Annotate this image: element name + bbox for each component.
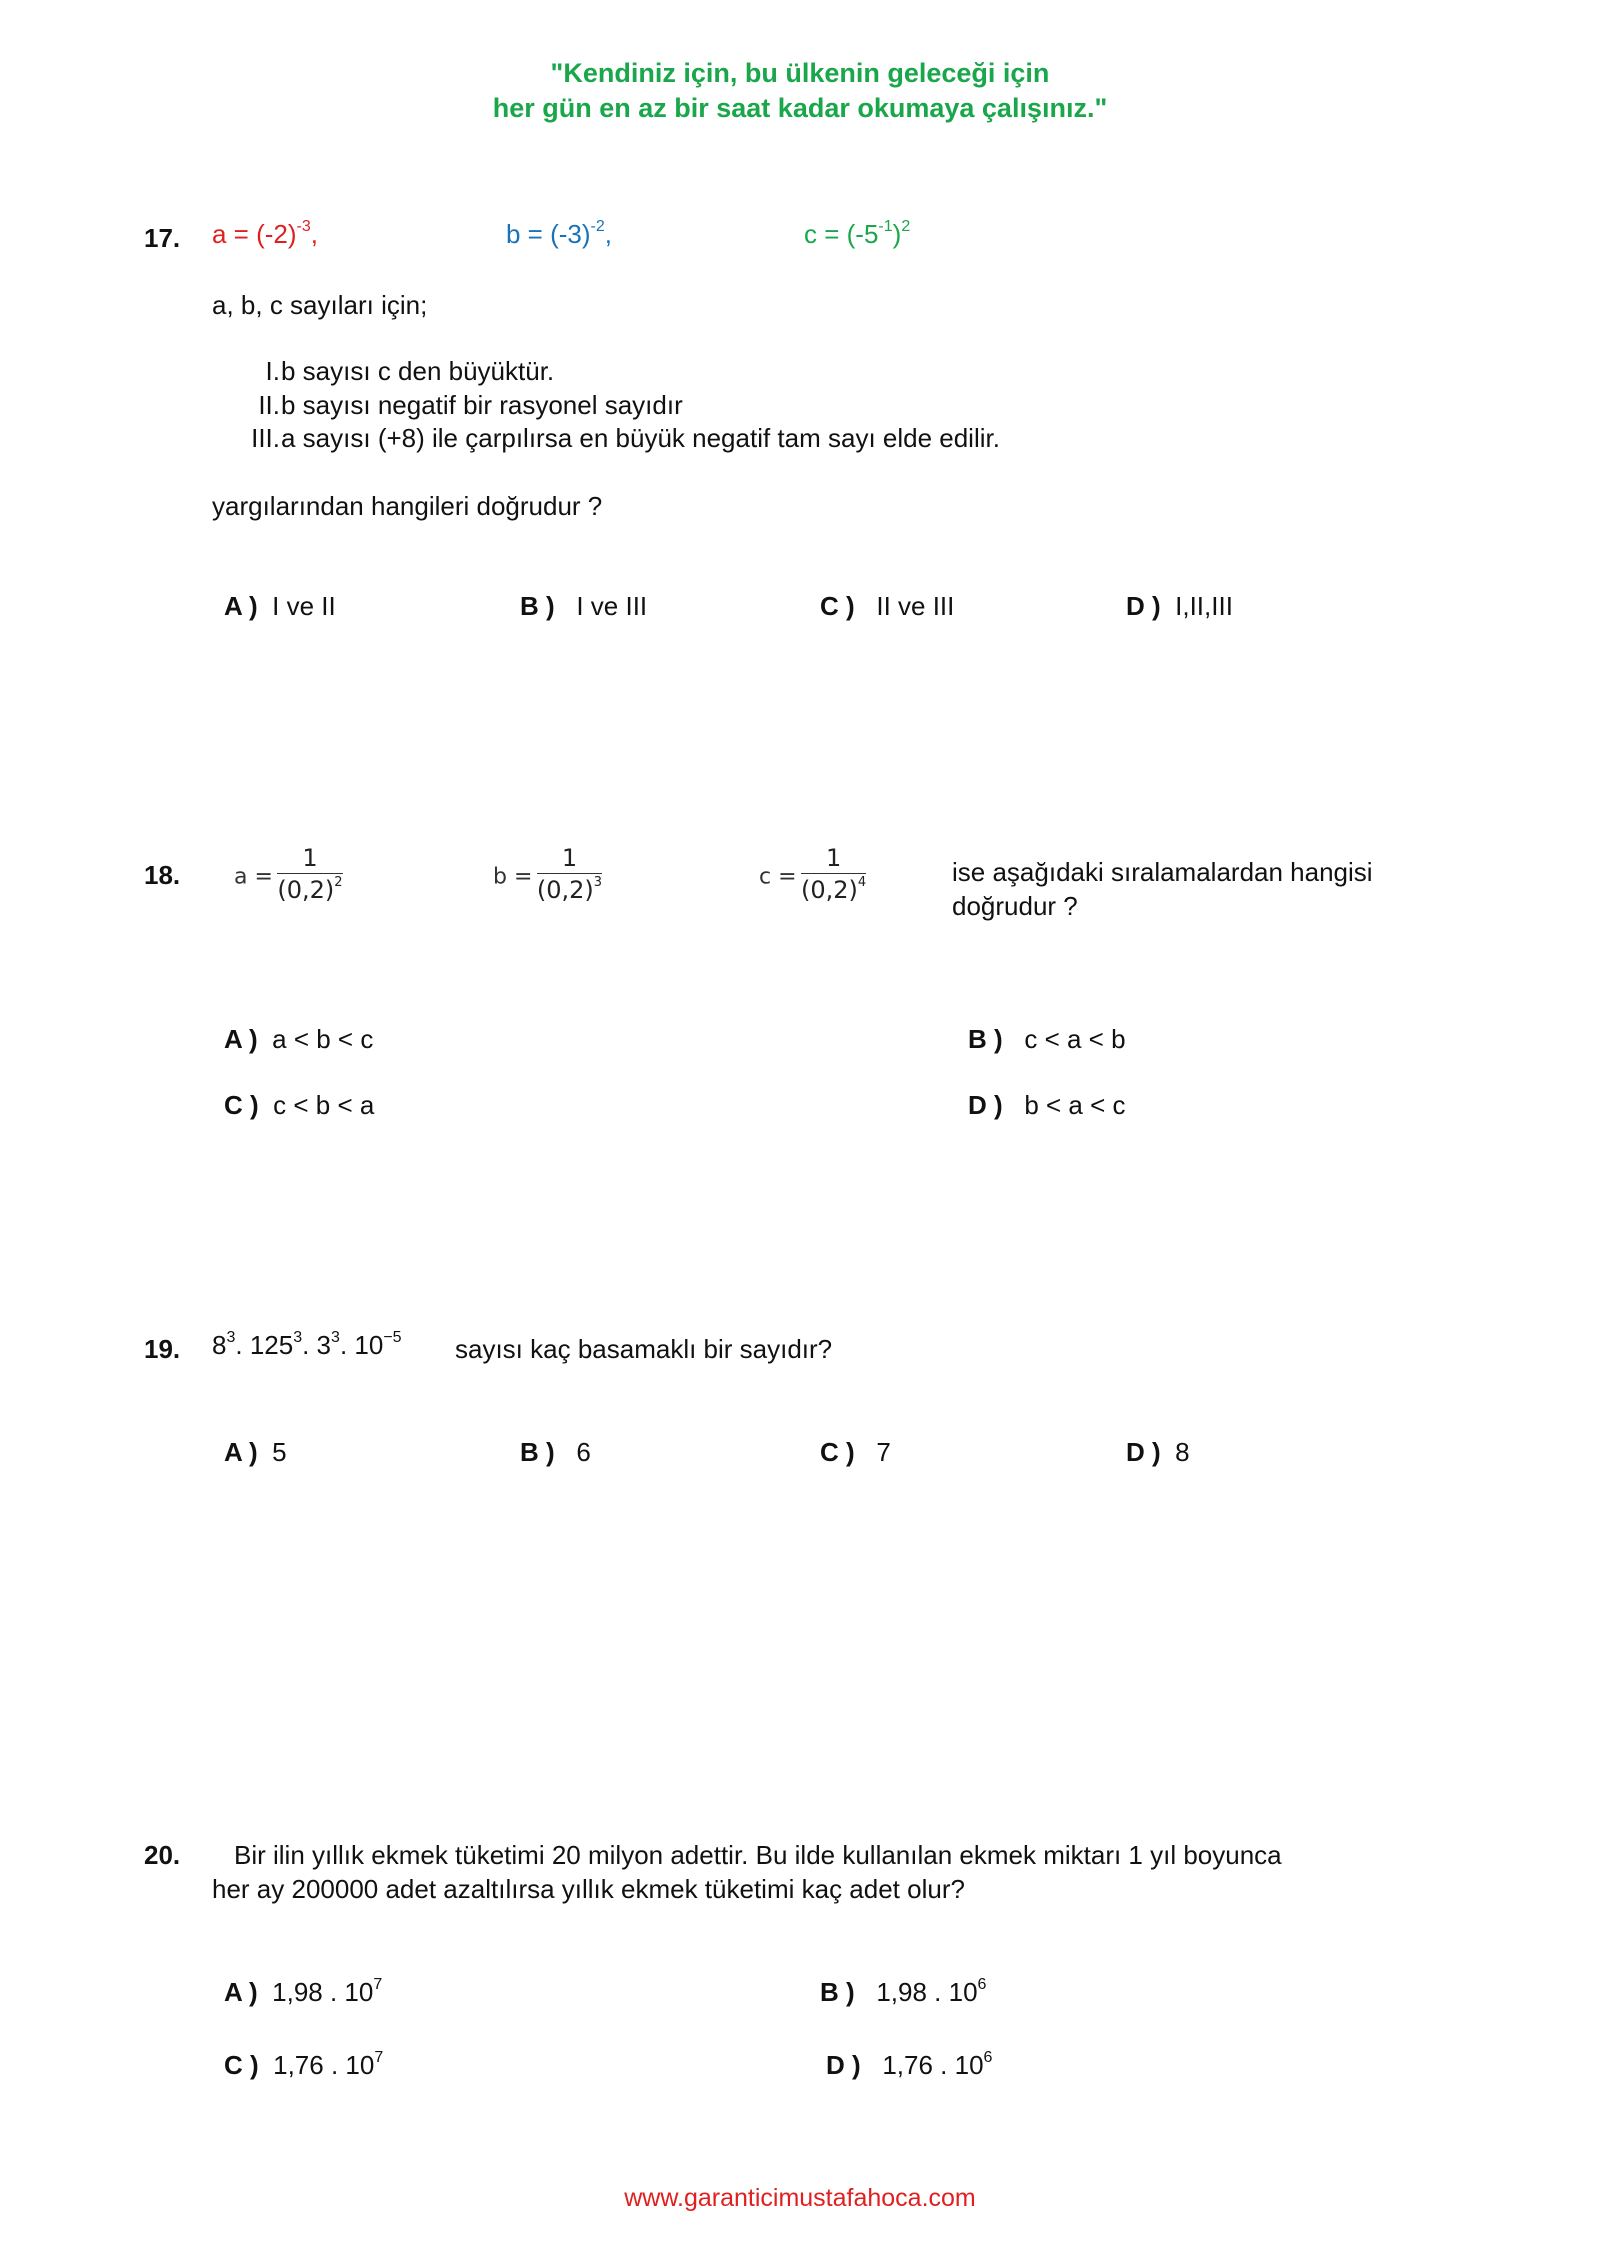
q18-fraction-b-numerator: 1 bbox=[537, 843, 602, 874]
q18-option-c-label: C ) bbox=[224, 1090, 259, 1120]
q19-option-b-label: B ) bbox=[520, 1437, 555, 1467]
q17-option-c-label: C ) bbox=[820, 591, 855, 621]
q19-option-c[interactable] bbox=[820, 1437, 891, 1468]
q17-item-3-text: a sayısı (+8) ile çarpılırsa en büyük negatif tam sayı elde edilir. bbox=[281, 423, 1000, 453]
q19-option-a[interactable] bbox=[224, 1437, 287, 1468]
q17-item-3-numeral: III. bbox=[251, 423, 280, 453]
q17-option-d[interactable] bbox=[1126, 591, 1233, 622]
q17-intro: a, b, c sayıları için; bbox=[212, 290, 428, 320]
q20-option-a-exp: 7 bbox=[373, 1976, 383, 1993]
q19-term-1: 8 bbox=[212, 1330, 227, 1360]
q20-option-b-exp: 6 bbox=[977, 1976, 987, 1993]
q18-fraction-a-body bbox=[277, 843, 342, 911]
q18-option-a[interactable] bbox=[224, 1024, 373, 1055]
q20-option-a-base: 1,98 . 10 bbox=[272, 1977, 374, 2007]
q18-fraction-c-body bbox=[801, 843, 866, 911]
q19-option-a-label: A ) bbox=[224, 1437, 258, 1467]
q18-fraction-a-numerator: 1 bbox=[277, 843, 342, 874]
q18-fraction-b-body bbox=[537, 843, 602, 911]
q17-option-a[interactable] bbox=[224, 591, 336, 622]
q17-b-exp: -2 bbox=[590, 218, 605, 235]
q18-option-a-text: a < b < c bbox=[272, 1024, 374, 1054]
q18-fraction-c-denominator bbox=[801, 874, 866, 911]
q17-c-inner-exp: -1 bbox=[878, 218, 893, 235]
q17-option-d-label: D ) bbox=[1126, 591, 1161, 621]
q17-item-2-numeral: II. bbox=[258, 390, 280, 420]
q17-option-b[interactable] bbox=[520, 591, 647, 622]
q18-option-c-text: c < b < a bbox=[273, 1090, 375, 1120]
q19-option-d-text: 8 bbox=[1175, 1437, 1190, 1467]
q19-option-a-text: 5 bbox=[272, 1437, 287, 1467]
q17-c-mid: ) bbox=[892, 219, 902, 249]
q17-b-definition bbox=[506, 219, 612, 250]
q18-option-d[interactable] bbox=[968, 1090, 1126, 1121]
q20-option-c-label: C ) bbox=[224, 2050, 259, 2080]
q18-fraction-a-den-exp: 2 bbox=[334, 875, 343, 890]
q18-fraction-a-var: a = bbox=[234, 864, 273, 890]
header-motto-line1: "Kendiniz için, bu ülkenin geleceği için bbox=[550, 58, 1050, 88]
q20-option-c[interactable] bbox=[224, 2050, 383, 2081]
q17-option-c-text: II ve III bbox=[876, 591, 955, 621]
q18-option-d-label: D ) bbox=[968, 1090, 1003, 1120]
q18-fraction-b-var: b = bbox=[493, 864, 533, 890]
q20-option-a[interactable] bbox=[224, 1977, 382, 2008]
q19-number: 19. bbox=[144, 1334, 181, 1364]
q18-fraction-b bbox=[493, 843, 602, 911]
q18-option-a-label: A ) bbox=[224, 1024, 258, 1054]
q20-text-line1: Bir ilin yıllık ekmek tüketimi 20 milyon adettir. Bu ilde kullanılan ekmek miktarı 1 yıl boyunca bbox=[234, 1840, 1282, 1870]
q17-option-b-label: B ) bbox=[520, 591, 555, 621]
q17-a-base: a = (-2) bbox=[212, 219, 297, 249]
q18-fraction-c-den-exp: 4 bbox=[857, 875, 867, 890]
q20-text-line2: her ay 200000 adet azaltılırsa yıllık ekmek tüketimi kaç adet olur? bbox=[212, 1874, 965, 1904]
q19-exp-4: −5 bbox=[383, 1329, 402, 1346]
q18-fraction-c bbox=[759, 843, 866, 911]
q18-fraction-c-numerator: 1 bbox=[801, 843, 866, 874]
q18-question-line1: ise aşağıdaki sıralamalardan hangisi bbox=[952, 857, 1373, 887]
q19-term-3: . 3 bbox=[302, 1330, 332, 1360]
q18-fraction-b-denominator bbox=[537, 874, 602, 911]
header-motto-line2: her gün en az bir saat kadar okumaya çalışınız." bbox=[492, 93, 1108, 123]
q17-c-definition bbox=[804, 219, 910, 250]
q18-question-line2: doğrudur ? bbox=[952, 891, 1078, 921]
q20-option-b-base: 1,98 . 10 bbox=[876, 1977, 978, 2007]
q17-option-a-label: A ) bbox=[224, 591, 258, 621]
q19-exp-2: 3 bbox=[293, 1329, 303, 1346]
q19-option-b[interactable] bbox=[520, 1437, 591, 1468]
q18-fraction-a-den-base: (0,2) bbox=[277, 876, 335, 904]
q17-a-tail: , bbox=[310, 219, 318, 249]
q17-b-tail: , bbox=[604, 219, 612, 249]
q18-fraction-a-denominator bbox=[277, 874, 342, 911]
q17-b-base: b = (-3) bbox=[506, 219, 591, 249]
q20-number: 20. bbox=[144, 1840, 181, 1870]
q17-a-exp: -3 bbox=[296, 218, 311, 235]
footer-url-link[interactable]: www.garanticimustafahoca.com bbox=[624, 2184, 976, 2212]
q20-option-d-base: 1,76 . 10 bbox=[882, 2050, 984, 2080]
q20-option-a-label: A ) bbox=[224, 1977, 258, 2007]
q17-number: 17. bbox=[144, 223, 181, 253]
q20-option-c-base: 1,76 . 10 bbox=[273, 2050, 375, 2080]
q19-term-2: . 125 bbox=[235, 1330, 294, 1360]
q18-option-b-label: B ) bbox=[968, 1024, 1003, 1054]
q18-fraction-b-den-base: (0,2) bbox=[536, 876, 594, 904]
q20-option-b[interactable] bbox=[820, 1977, 986, 2008]
q17-item-2-text: b sayısı negatif bir rasyonel sayıdır bbox=[281, 390, 683, 420]
q17-option-a-text: I ve II bbox=[272, 591, 336, 621]
q20-option-b-label: B ) bbox=[820, 1977, 855, 2007]
q19-expression bbox=[212, 1330, 402, 1361]
q18-option-d-text: b < a < c bbox=[1024, 1090, 1126, 1120]
q19-option-d-label: D ) bbox=[1126, 1437, 1161, 1467]
q19-question: sayısı kaç basamaklı bir sayıdır? bbox=[455, 1334, 833, 1364]
q18-fraction-a bbox=[234, 843, 343, 911]
q19-term-4: . 10 bbox=[339, 1330, 384, 1360]
q18-option-b[interactable] bbox=[968, 1024, 1126, 1055]
q20-option-c-exp: 7 bbox=[374, 2049, 384, 2066]
q20-option-d-exp: 6 bbox=[983, 2049, 993, 2066]
q19-option-c-label: C ) bbox=[820, 1437, 855, 1467]
q18-fraction-c-den-base: (0,2) bbox=[800, 876, 858, 904]
q18-number: 18. bbox=[144, 860, 181, 890]
q18-option-b-text: c < a < b bbox=[1024, 1024, 1126, 1054]
q20-option-d-label: D ) bbox=[826, 2050, 861, 2080]
q18-fraction-c-var: c = bbox=[759, 864, 797, 890]
q18-fraction-b-den-exp: 3 bbox=[593, 875, 603, 890]
q19-option-c-text: 7 bbox=[876, 1437, 891, 1467]
q17-c-pre: c = (-5 bbox=[804, 219, 879, 249]
q17-option-b-text: I ve III bbox=[576, 591, 648, 621]
q17-option-c[interactable] bbox=[820, 591, 954, 622]
q18-option-c[interactable] bbox=[224, 1090, 374, 1121]
q17-item-1-numeral: I. bbox=[265, 356, 280, 386]
q17-item-1-text: b sayısı c den büyüktür. bbox=[281, 356, 555, 386]
q17-a-definition bbox=[212, 219, 318, 250]
q19-exp-3: 3 bbox=[331, 1329, 340, 1346]
q19-option-b-text: 6 bbox=[576, 1437, 591, 1467]
q19-exp-1: 3 bbox=[226, 1329, 236, 1346]
q17-question: yargılarından hangileri doğrudur ? bbox=[212, 491, 603, 521]
q20-option-d[interactable] bbox=[826, 2050, 992, 2081]
q19-option-d[interactable] bbox=[1126, 1437, 1190, 1468]
q17-option-d-text: I,II,III bbox=[1175, 591, 1233, 621]
q17-c-exp: 2 bbox=[901, 218, 911, 235]
